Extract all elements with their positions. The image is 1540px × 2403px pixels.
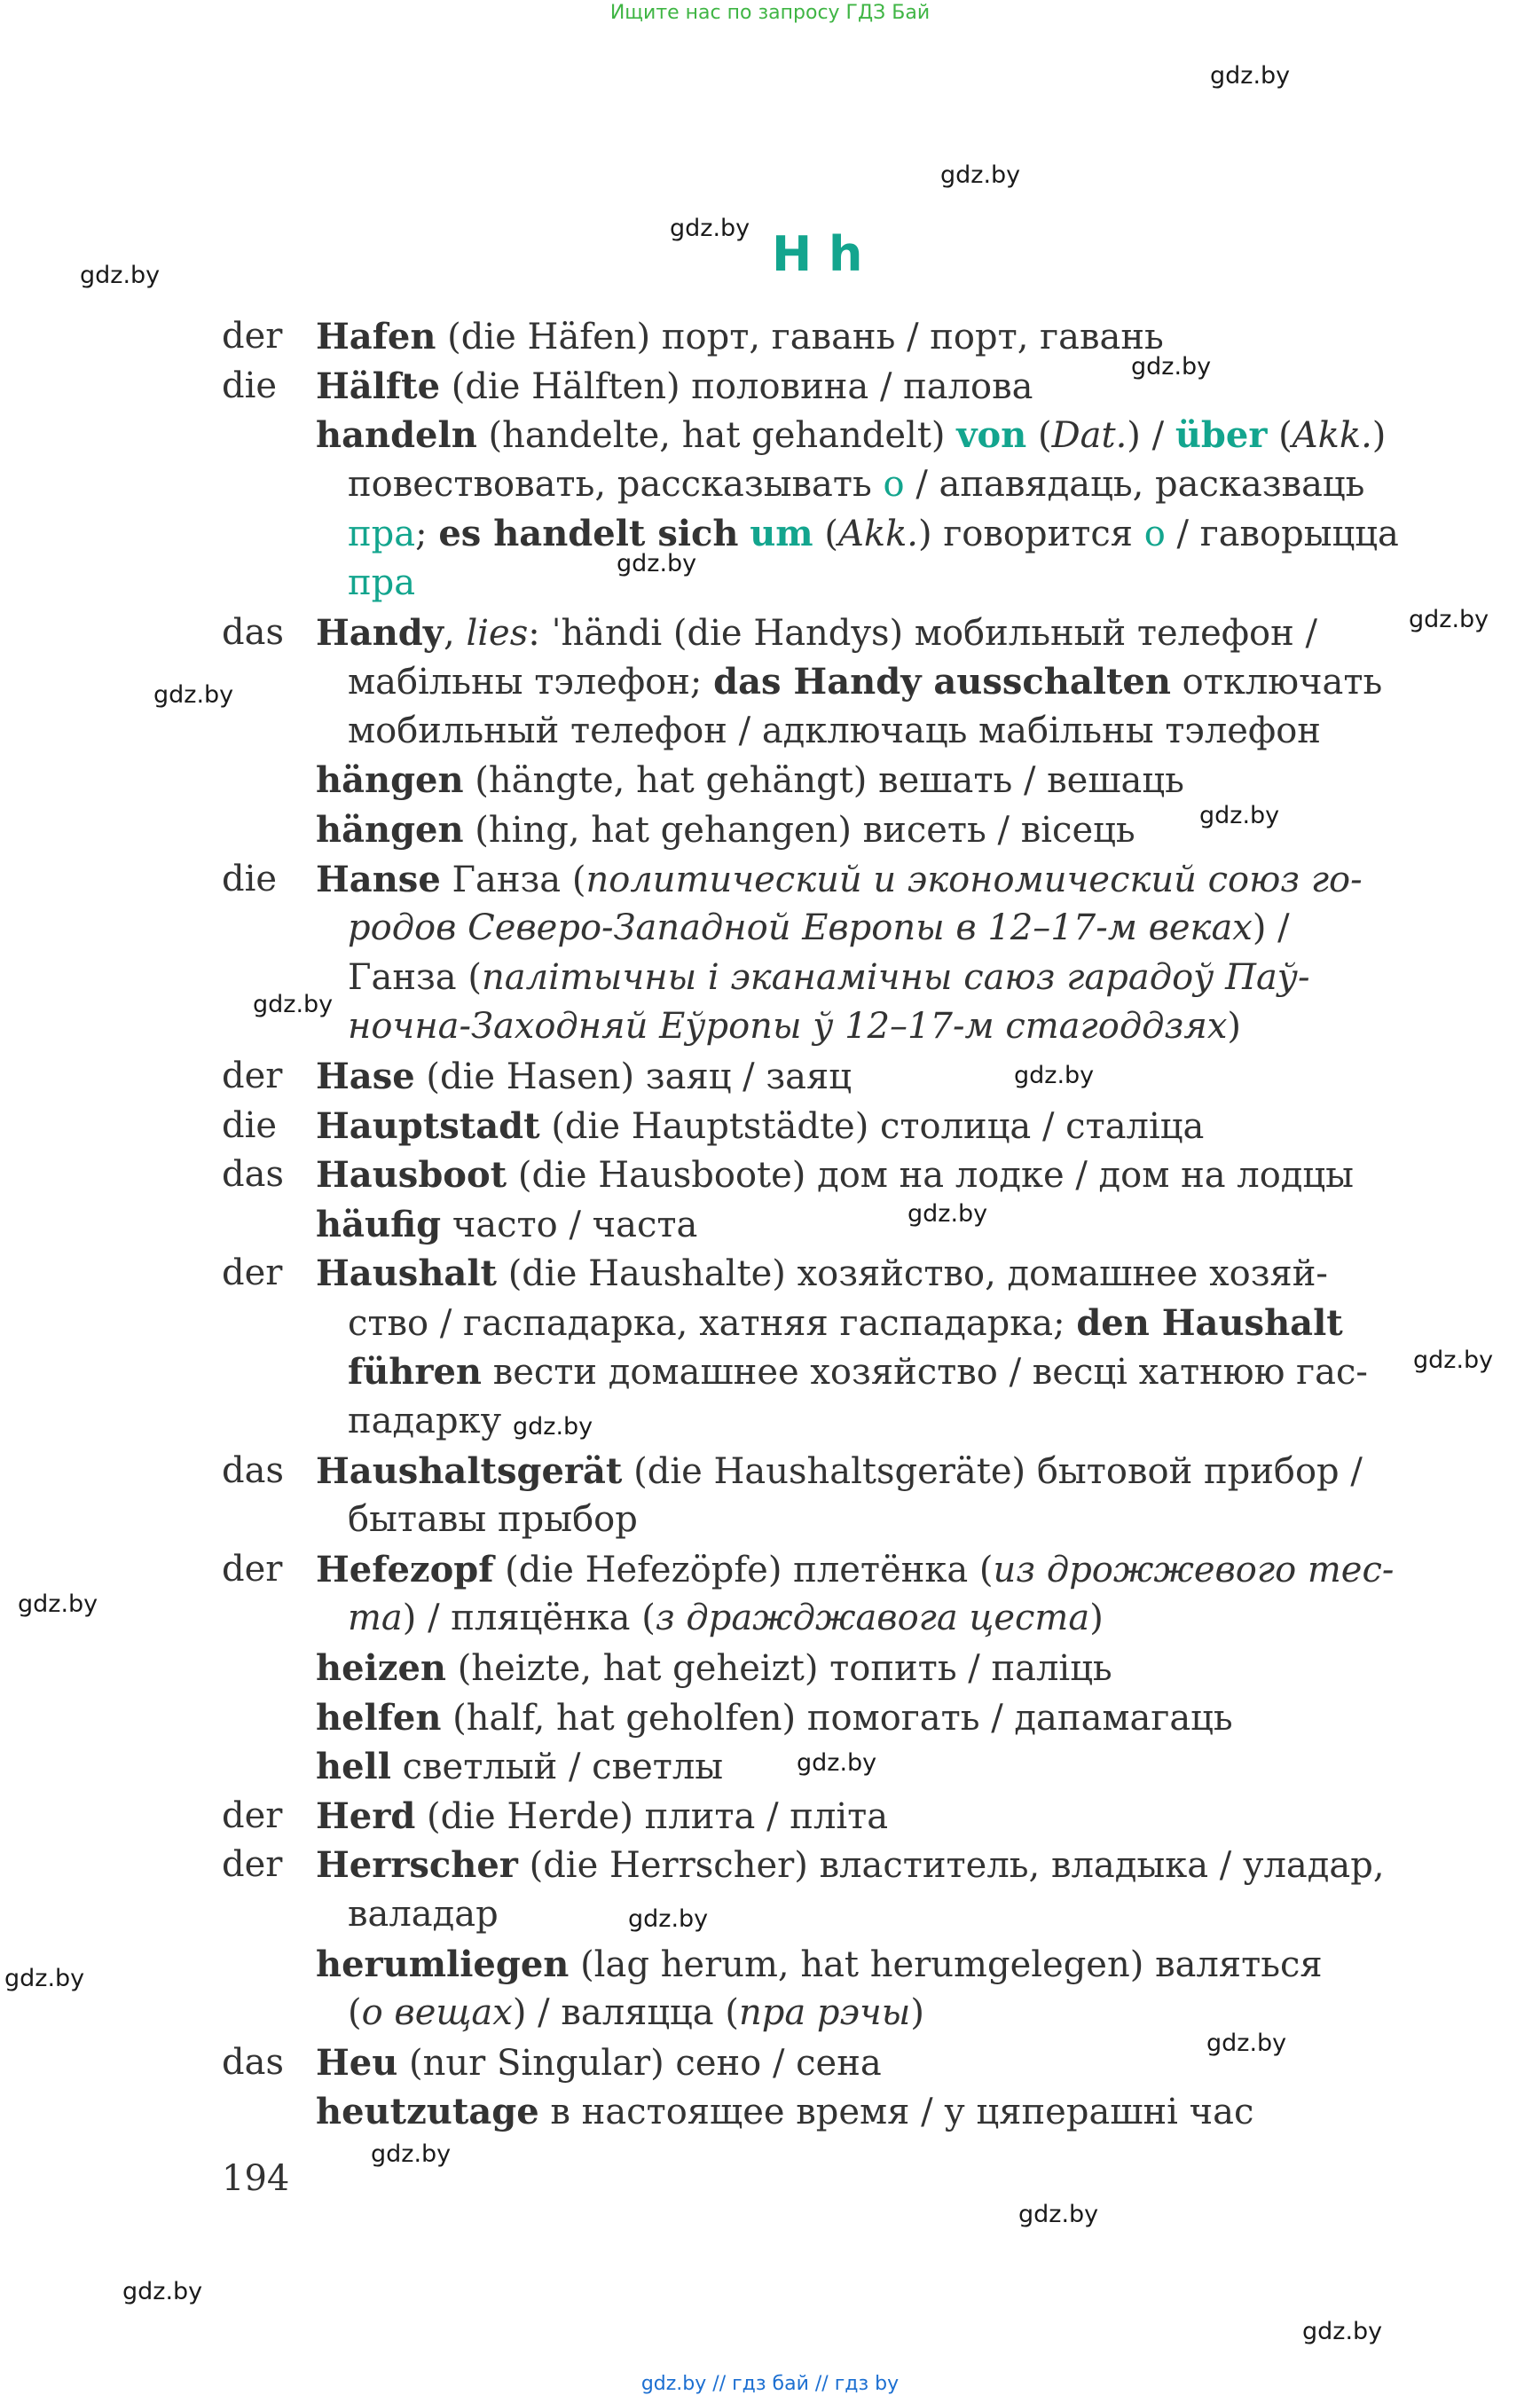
entry-line — [0, 1002, 1540, 1052]
text: ) — [1371, 415, 1387, 457]
explanation: из дрожжевого тес- — [993, 1549, 1395, 1590]
watermark: gdz.by — [4, 1965, 85, 1992]
case-label: Dat. — [1051, 415, 1128, 457]
text: / гаворыцца — [1165, 514, 1399, 555]
entry-hell — [0, 1742, 1540, 1792]
entry-herrscher — [0, 1841, 1540, 1939]
watermark: gdz.by — [628, 1905, 709, 1933]
watermark: gdz.by — [1199, 802, 1280, 829]
watermark: gdz.by — [1206, 2030, 1287, 2057]
text: (die Hälften) половина / палова — [440, 365, 1033, 407]
headword: Hafen — [316, 316, 436, 357]
bottom-banner[interactable]: gdz.by // гдз бай // гдз by — [640, 2373, 900, 2395]
text: Ганза ( — [440, 859, 586, 900]
entry-haelfte — [0, 362, 1540, 412]
section-letter: H h — [772, 226, 863, 282]
entry-herumliegen — [0, 1940, 1540, 2038]
preposition-translation: пра — [348, 514, 416, 555]
watermark: gdz.by — [1018, 2201, 1099, 2228]
phrase: den Haushalt — [1076, 1301, 1343, 1344]
article: das — [222, 1449, 284, 1491]
text: ( — [813, 514, 838, 555]
text: ) / пляцёнка ( — [402, 1598, 656, 1639]
text: ) — [1227, 1006, 1241, 1048]
watermark: gdz.by — [908, 1200, 988, 1228]
dictionary-entries — [0, 312, 1540, 2137]
text: ) — [1089, 1598, 1104, 1639]
text: (die Haushaltsgeräte) бытовой прибор / — [622, 1450, 1363, 1492]
preposition: über — [1175, 414, 1268, 457]
text: ) говорится — [918, 514, 1144, 555]
watermark: gdz.by — [371, 2140, 452, 2168]
watermark: gdz.by — [1409, 606, 1489, 633]
entry-line — [0, 1397, 1540, 1447]
headword: hängen — [316, 759, 464, 802]
text: (half, hat geholfen) помогать / дапамагаць — [441, 1697, 1233, 1739]
entry-line — [0, 411, 1540, 460]
text: (heizte, hat geheizt) топить / паліць — [445, 1648, 1112, 1690]
case-label: Akk. — [837, 514, 919, 555]
headword: hell — [316, 1746, 391, 1788]
explanation: палітычны і эканамічны саюз гарадоў Паў- — [481, 956, 1310, 998]
entry-line — [0, 1693, 1540, 1743]
phrase: führen — [348, 1351, 482, 1394]
entry-hausboot — [0, 1150, 1540, 1200]
entry-herd — [0, 1792, 1540, 1842]
watermark: gdz.by — [80, 262, 161, 289]
text: Ганза ( — [348, 956, 482, 998]
text: , — [444, 612, 467, 654]
article: der — [222, 1055, 283, 1096]
text: (die Hasen) заяц / заяц — [414, 1056, 852, 1097]
text: (nur Singular) сено / сена — [397, 2042, 882, 2084]
watermark: gdz.by — [1413, 1347, 1494, 1374]
article: der — [222, 1844, 283, 1886]
entry-line — [0, 1890, 1540, 1940]
headword: Heu — [316, 2041, 398, 2084]
headword: heizen — [316, 1647, 446, 1690]
explanation: пра рэчы — [738, 1992, 911, 2034]
article: der — [222, 316, 283, 357]
explanation: родов Северо-Западной Европы в 12–17-м веках — [348, 907, 1253, 949]
entry-haushalt — [0, 1249, 1540, 1446]
text: (lag herum, hat herumgelegen) валяться — [569, 1944, 1323, 1985]
text: (die Hausboote) дом на лодке / дом на лодцы — [507, 1155, 1354, 1197]
text: часто / часта — [441, 1204, 698, 1245]
entry-hauptstadt — [0, 1102, 1540, 1151]
text: (hing, hat gehangen) висеть / вісець — [463, 809, 1135, 851]
headword: helfen — [316, 1696, 442, 1739]
text: (die Haushalte) хозяйство, домашнее хозяй- — [496, 1253, 1328, 1295]
entry-line — [0, 1742, 1540, 1792]
article: der — [222, 1794, 283, 1836]
article: der — [222, 1253, 283, 1294]
entry-hafen — [0, 312, 1540, 362]
preposition: um — [750, 513, 813, 555]
entry-line — [0, 1299, 1540, 1348]
entry-line — [0, 1644, 1540, 1693]
entry-line — [0, 559, 1540, 609]
entry-line — [0, 460, 1540, 510]
entry-helfen — [0, 1693, 1540, 1743]
preposition-translation: о — [1143, 514, 1166, 555]
article: die — [222, 365, 278, 406]
headword: Hauptstadt — [316, 1104, 540, 1147]
phrase: es handelt sich — [438, 513, 739, 555]
entry-haengen-1 — [0, 756, 1540, 805]
entry-handy — [0, 609, 1540, 757]
text: повествовать, рассказывать — [348, 463, 884, 505]
text: (die Häfen) порт, гавань / порт, гавань — [436, 317, 1164, 357]
article: die — [222, 858, 278, 899]
watermark: gdz.by — [797, 1749, 877, 1777]
headword: handeln — [316, 414, 477, 457]
entry-line — [0, 2087, 1540, 2137]
entry-haeufig — [0, 1200, 1540, 1250]
phrase: das Handy ausschalten — [713, 661, 1171, 703]
headword: Hälfte — [316, 365, 441, 407]
explanation: та — [348, 1598, 403, 1639]
entry-line — [0, 1496, 1540, 1545]
entry-hase — [0, 1052, 1540, 1102]
entry-line — [0, 1940, 1540, 1990]
entry-line — [0, 954, 1540, 1003]
text: ) / — [1127, 415, 1175, 457]
text: ) — [910, 1992, 924, 2034]
text: ; — [415, 514, 439, 555]
text: ) / — [1252, 907, 1290, 949]
watermark: gdz.by — [18, 1590, 98, 1618]
text: ( — [1267, 415, 1292, 457]
watermark: gdz.by — [513, 1413, 593, 1441]
entry-line — [0, 1989, 1540, 2038]
watermark: gdz.by — [1131, 353, 1212, 381]
text: ( — [348, 1992, 362, 2034]
entry-line — [0, 756, 1540, 805]
headword: heutzutage — [316, 2091, 539, 2133]
headword: hängen — [316, 808, 464, 851]
headword: Hase — [316, 1055, 415, 1097]
text: / апавядаць, расказваць — [904, 463, 1365, 505]
entry-heutzutage — [0, 2087, 1540, 2137]
headword: Herd — [316, 1794, 416, 1837]
entry-handeln — [0, 411, 1540, 608]
headword: Hanse — [316, 858, 441, 900]
entry-line — [0, 707, 1540, 757]
text: (die Herde) плита / пліта — [415, 1795, 889, 1837]
entry-line — [0, 509, 1540, 559]
entry-heizen — [0, 1644, 1540, 1693]
watermark: gdz.by — [940, 161, 1021, 189]
entry-hanse — [0, 855, 1540, 1052]
page-number: 194 — [222, 2158, 290, 2199]
watermark: gdz.by — [670, 215, 750, 242]
case-label: Akk. — [1292, 415, 1372, 457]
text: (die Hefezöpfe) плетёнка ( — [493, 1549, 994, 1590]
headword: Haushalt — [316, 1253, 497, 1295]
explanation: политический и экономический союз го- — [585, 859, 1363, 900]
text: отключать — [1170, 662, 1383, 703]
text: валадар — [348, 1894, 499, 1935]
article: das — [222, 611, 284, 653]
entry-line — [0, 657, 1540, 707]
entry-line — [0, 1594, 1540, 1644]
explanation: ночна-Заходняй Еўропы ў 12–17-м стагоддзях — [348, 1006, 1228, 1048]
watermark: gdz.by — [253, 991, 334, 1018]
text — [738, 514, 750, 554]
text: (hängte, hat gehängt) вешать / вешаць — [463, 760, 1184, 802]
headword: Handy — [316, 611, 444, 654]
headword: Hefezopf — [316, 1548, 494, 1590]
watermark: gdz.by — [1210, 62, 1291, 90]
entry-line — [0, 904, 1540, 954]
entry-hefezopf — [0, 1545, 1540, 1644]
pronunciation-label: lies — [466, 612, 529, 654]
text: (die Herrscher) властитель, владыка / уладар, — [517, 1845, 1385, 1887]
headword: Hausboot — [316, 1154, 507, 1197]
explanation: о вещах — [361, 1992, 513, 2034]
article: das — [222, 2041, 284, 2083]
text: : ˈhändi (die Handys) мобильный телефон / — [528, 612, 1317, 654]
preposition: von — [956, 414, 1027, 457]
text: светлый / светлы — [390, 1747, 724, 1788]
text: мобильный телефон / адключаць мабільны тэлефон — [348, 710, 1321, 751]
headword: herumliegen — [316, 1943, 570, 1985]
preposition-translation: о — [883, 463, 905, 505]
entry-haengen-2 — [0, 805, 1540, 855]
headword: häufig — [316, 1203, 442, 1245]
text: (handelte, hat gehandelt) — [476, 415, 957, 457]
text: бытавы прыбор — [348, 1499, 638, 1541]
article: die — [222, 1104, 278, 1146]
entry-haushaltsgeraet — [0, 1447, 1540, 1545]
article: der — [222, 1548, 283, 1590]
watermark: gdz.by — [1302, 2318, 1383, 2345]
text: ( — [1026, 415, 1052, 457]
headword: Haushaltsgerät — [316, 1449, 623, 1492]
entry-line — [0, 1347, 1540, 1397]
watermark: gdz.by — [122, 2278, 203, 2305]
text: падарку — [348, 1401, 502, 1442]
text: ство / гаспадарка, хатняя гаспадарка; — [348, 1302, 1077, 1344]
entry-line — [0, 1200, 1540, 1250]
text: ) / валяцца ( — [512, 1992, 739, 2034]
entry-heu — [0, 2038, 1540, 2088]
article: das — [222, 1154, 284, 1196]
watermark: gdz.by — [153, 681, 234, 709]
watermark: gdz.by — [617, 550, 697, 577]
preposition-translation: пра — [348, 561, 416, 603]
text: в настоящее время / у цяперашні час — [538, 2092, 1254, 2133]
headword: Herrscher — [316, 1844, 518, 1887]
text: мабільны тэлефон; — [348, 662, 714, 703]
text: вести домашнее хозяйство / весці хатнюю гас- — [481, 1352, 1368, 1394]
explanation: з дражджавога цеста — [655, 1598, 1090, 1639]
top-banner: Ищите нас по запросу ГДЗ Бай — [609, 2, 931, 24]
watermark: gdz.by — [1014, 1062, 1095, 1089]
entry-line — [0, 805, 1540, 855]
text: (die Hauptstädte) столица / сталіца — [539, 1105, 1205, 1147]
